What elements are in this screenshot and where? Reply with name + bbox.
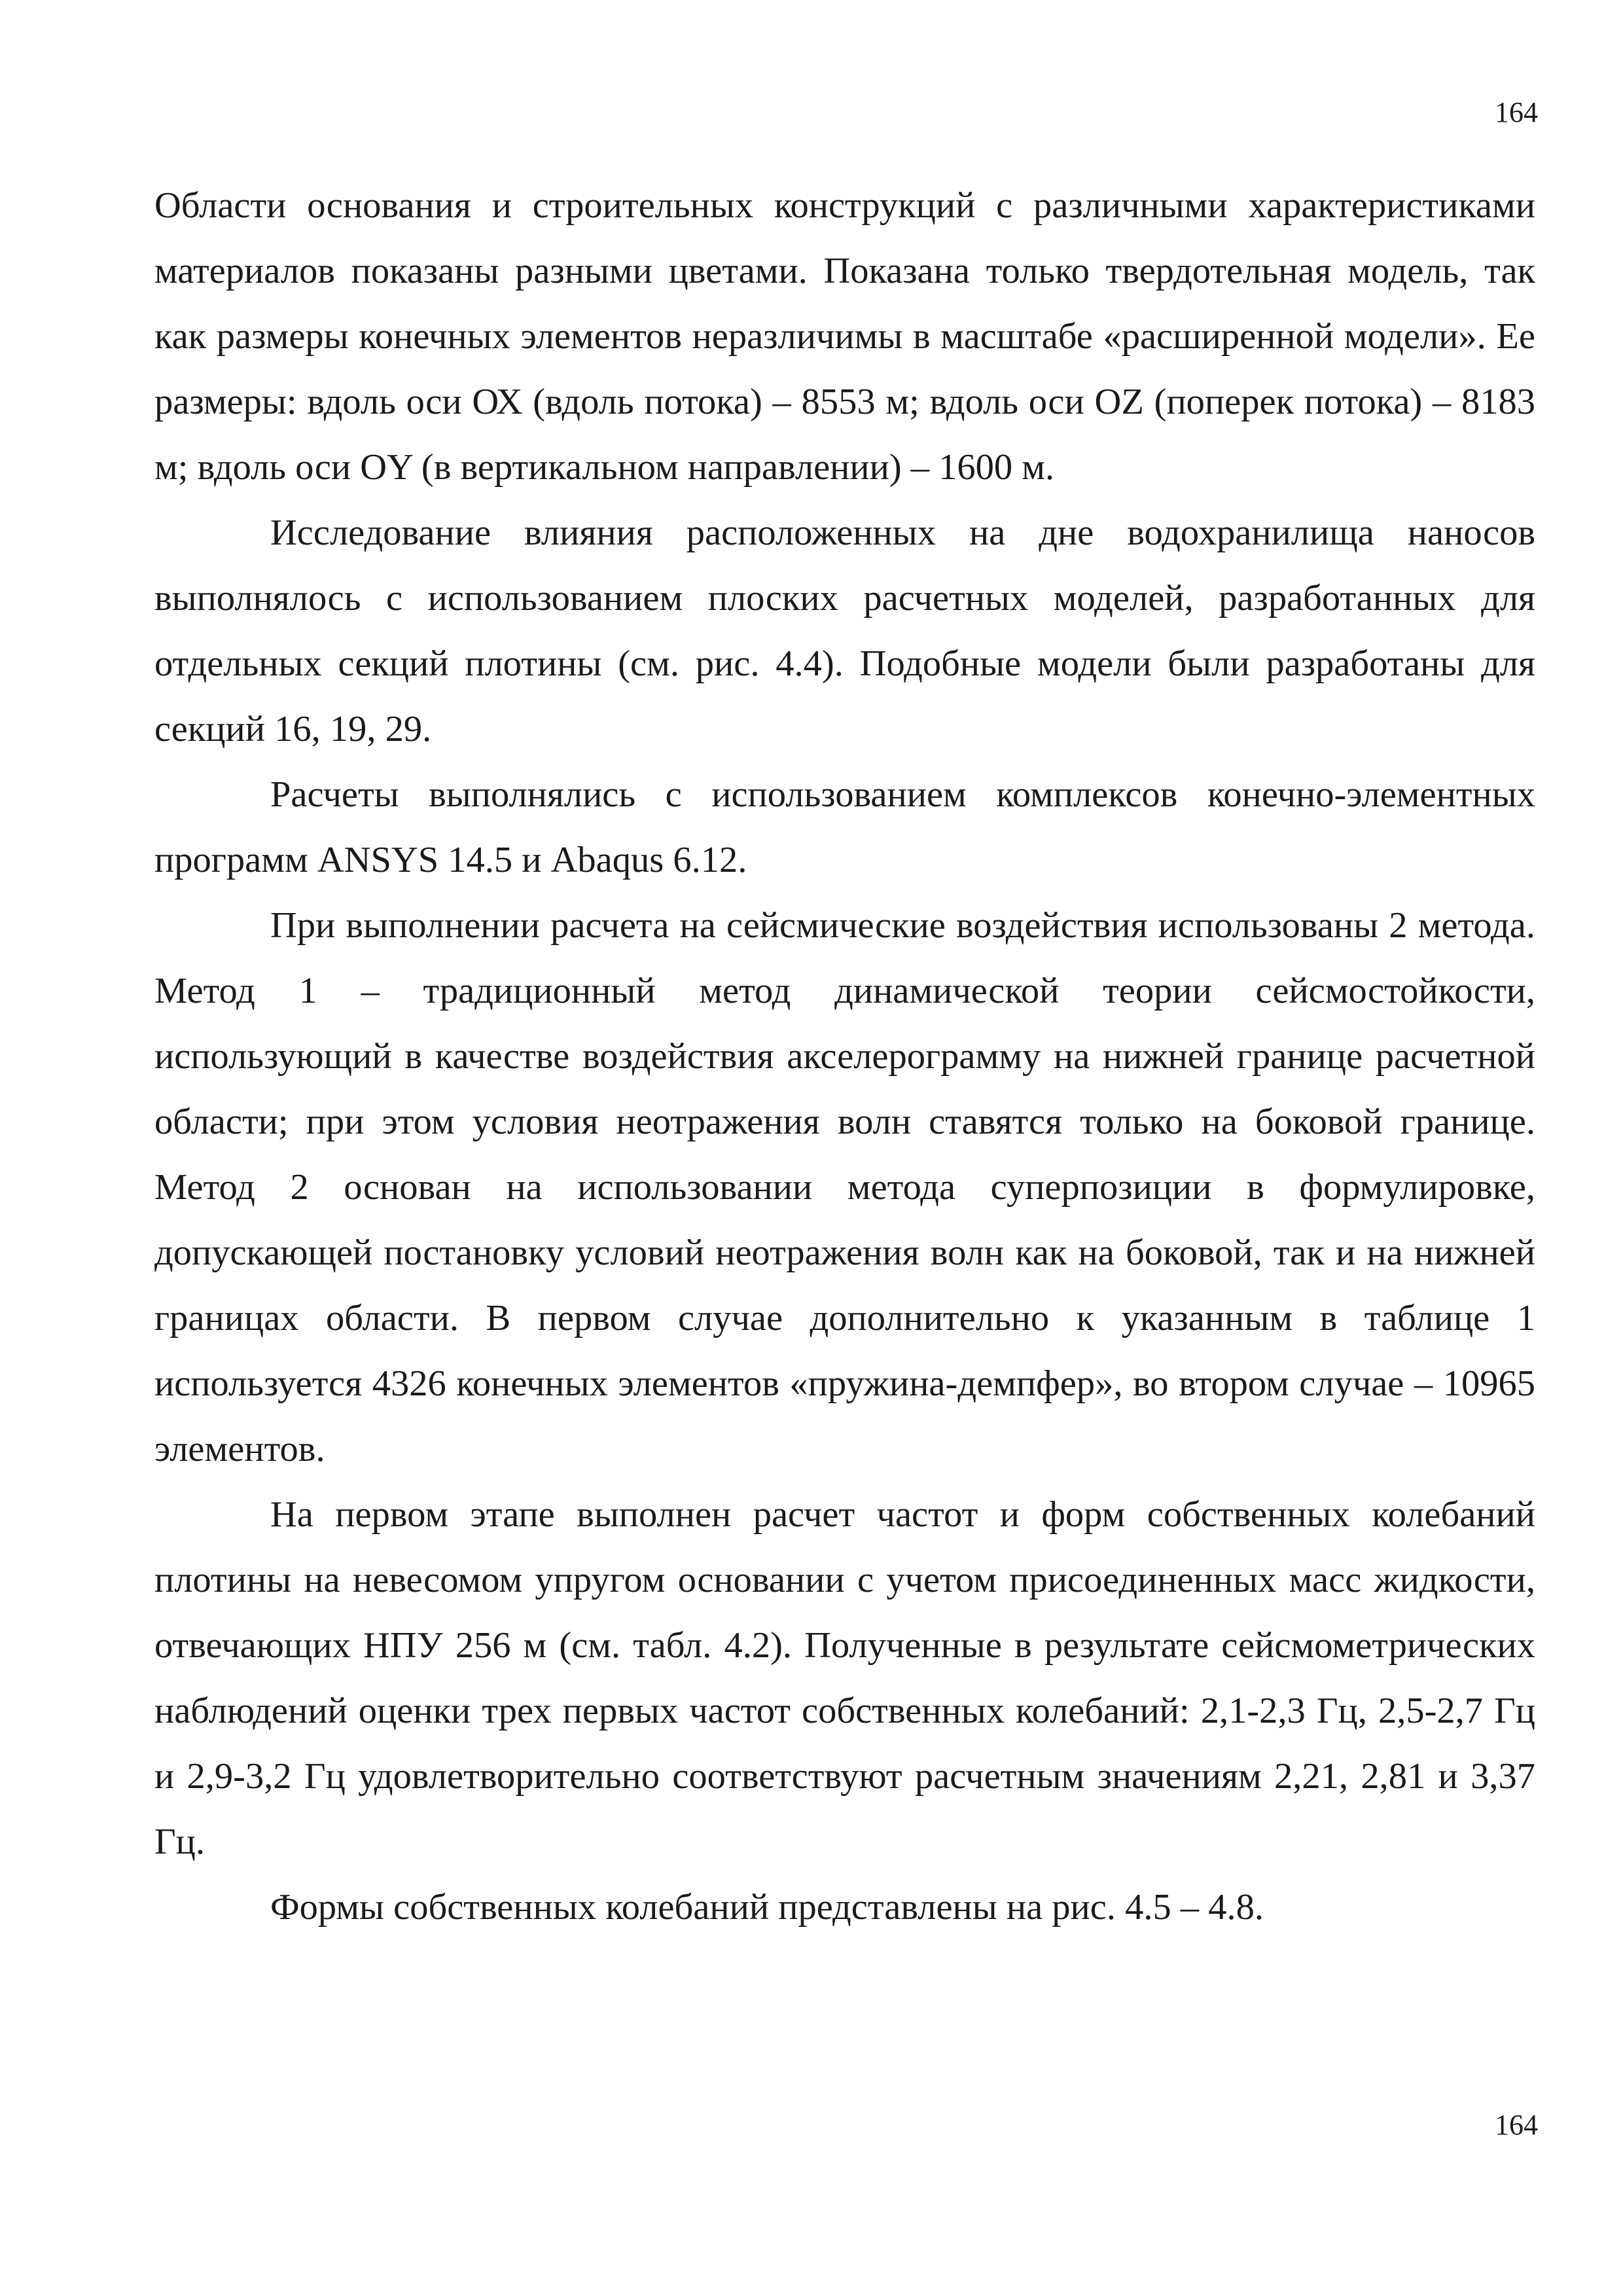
paragraph-software: Расчеты выполнялись с использованием комплексов конечно-элементных программ ANSYS 14.5 и Abaqus 6.12.	[154, 774, 1535, 880]
page-number-top: 164	[1495, 96, 1538, 128]
page-number-bottom: 164	[1495, 2109, 1538, 2141]
paragraph-materials: Области основания и строительных конструкций с различными характеристиками материалов показаны разными цветами. Показана только твердотельная модель, так как размеры конечных элементов неразличимы в масштабе «расширенной модели». Ее размеры: вдоль оси ОХ (вдоль потока) – 8553 м; вдоль оси OZ (поперек потока) – 8183 м; вдоль оси ОY (в вертикальном направлении) – 1600 м.	[154, 185, 1535, 488]
paragraph-mode-shapes: Формы собственных колебаний представлены на рис. 4.5 – 4.8.	[270, 1887, 1264, 1928]
paragraph-frequencies: На первом этапе выполнен расчет частот и форм собственных колебаний плотины на невесомом упругом основании с учетом присоединенных масс жидкости, отвечающих НПУ 256 м (см. табл. 4.2). Полученные в результате сейсмометрических наблюдений оценки трех первых частот собственных колебаний: 2,1-2,3 Гц, 2,5-2,7 Гц и 2,9-3,2 Гц удовлетворительно соответствуют расчетным значениям 2,21, 2,81 и 3,37 Гц.	[154, 1494, 1535, 1862]
paragraph-sediments: Исследование влияния расположенных на дне водохранилища наносов выполнялось с использованием плоских расчетных моделей, разработанных для отдельных секций плотины (см. рис. 4.4). Подобные модели были разработаны для секций 16, 19, 29.	[154, 512, 1535, 749]
paragraph-seismic-methods: При выполнении расчета на сейсмические воздействия использованы 2 метода. Метод 1 – традиционный метод динамической теории сейсмостойкости, использующий в качестве воздействия акселерограмму на нижней границе расчетной области; при этом условия неотражения волн ставятся только на боковой границе. Метод 2 основан на использовании метода суперпозиции в формулировке, допускающей постановку условий неотражения волн как на боковой, так и на нижней границах области. В первом случае дополнительно к указанным в таблице 1 используется 4326 конечных элементов «пружина-демпфер», во втором случае – 10965 элементов.	[154, 905, 1535, 1469]
document-body	[154, 173, 1535, 1940]
